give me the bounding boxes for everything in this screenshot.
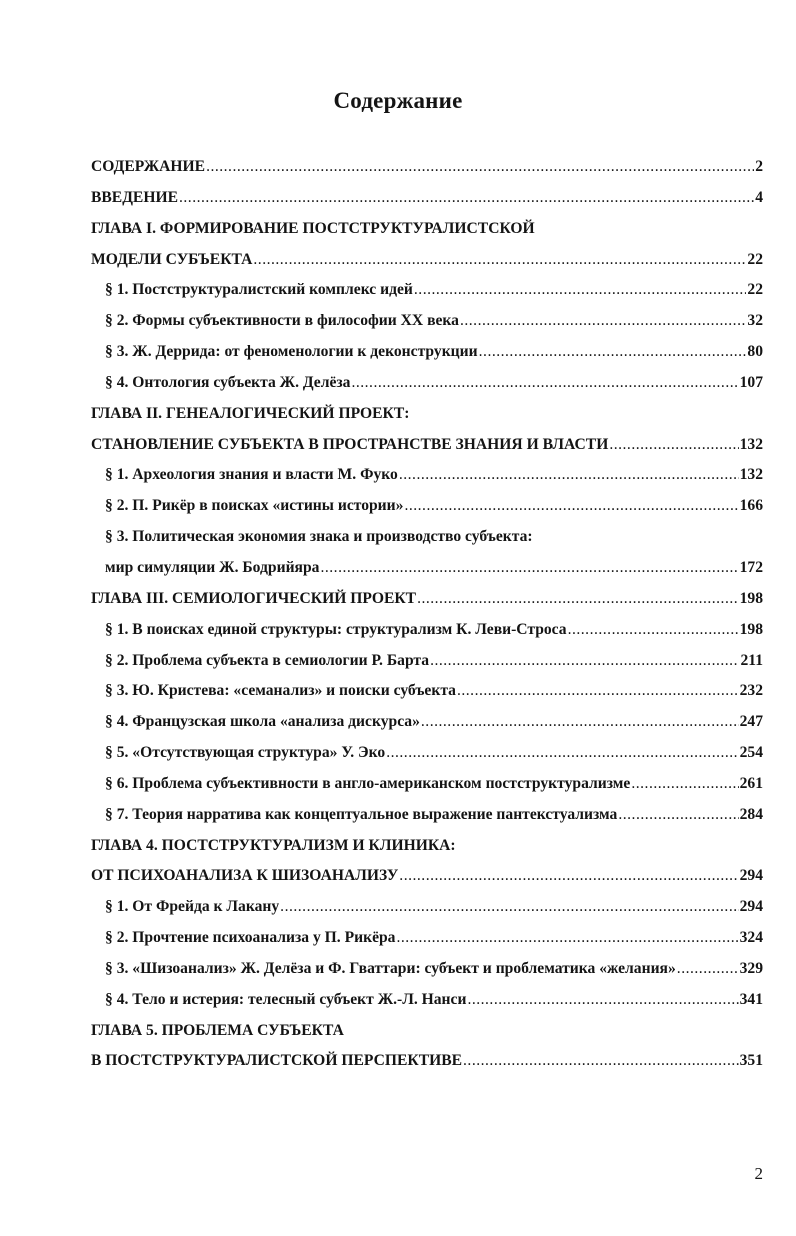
toc-entry-title: § 7. Теория нарратива как концептуальное выражение пантекстуализма <box>105 805 618 823</box>
toc-entry-page: 232 <box>739 682 763 700</box>
toc-entry <box>91 806 763 837</box>
toc-entry-page: 132 <box>739 466 763 484</box>
toc-dot-leader <box>479 343 747 361</box>
toc-entry <box>91 374 763 405</box>
toc-entry <box>91 590 763 621</box>
toc-entry-page: 261 <box>739 774 763 792</box>
toc-dot-leader <box>253 251 746 269</box>
toc-entry-title: § 1. В поисках единой структуры: структурализм К. Леви-Строса <box>105 620 567 638</box>
toc-dot-leader <box>414 281 747 299</box>
toc-entry-title: § 1. Археология знания и власти М. Фуко <box>105 466 398 484</box>
toc-entry <box>91 343 763 374</box>
toc-dot-leader <box>320 559 738 577</box>
toc-entry <box>91 867 763 898</box>
toc-dot-leader <box>467 991 738 1009</box>
toc-entry-title: § 2. Формы субъективности в философии XX века <box>105 312 459 330</box>
toc-entry <box>91 744 763 775</box>
toc-entry-page: 198 <box>739 589 763 607</box>
toc-entry-page: 172 <box>739 558 763 576</box>
toc-entry-title: § 1. От Фрейда к Лакану <box>105 898 280 916</box>
toc-entry-title: § 3. Политическая экономия знака и производство субъекта: <box>105 528 533 546</box>
toc-entry <box>91 713 763 744</box>
toc-dot-leader <box>457 682 739 700</box>
toc-entry <box>91 189 763 220</box>
toc-dot-leader <box>631 775 738 793</box>
toc-entry-title: § 2. Прочтение психоанализа у П. Рикёра <box>105 929 396 947</box>
toc-entry-page: 166 <box>739 497 763 515</box>
toc-dot-leader <box>568 621 739 639</box>
toc-entry-title: § 5. «Отсутствующая структура» У. Эко <box>105 744 386 762</box>
toc-entry-page: 132 <box>739 435 763 453</box>
toc-dot-leader <box>280 898 738 916</box>
toc-entry-page: 254 <box>739 744 763 762</box>
toc-entry <box>91 1052 763 1083</box>
toc-entry-page: 198 <box>739 620 763 638</box>
toc-entry <box>91 1022 763 1053</box>
toc-entry-page: 351 <box>739 1052 763 1070</box>
toc-dot-leader <box>430 652 739 670</box>
toc-entry-page: 324 <box>739 929 763 947</box>
toc-entry <box>91 652 763 683</box>
toc-entry-title: МОДЕЛИ СУБЪЕКТА <box>91 250 253 268</box>
toc-dot-leader <box>404 497 738 515</box>
toc-dot-leader <box>618 806 738 824</box>
table-of-contents <box>91 158 763 1083</box>
toc-entry-title: ГЛАВА III. СЕМИОЛОГИЧЕСКИЙ ПРОЕКТ <box>91 589 417 607</box>
toc-entry-page: 107 <box>739 373 763 391</box>
toc-dot-leader <box>677 960 739 978</box>
toc-dot-leader <box>460 312 746 330</box>
toc-entry-page: 22 <box>747 250 763 268</box>
toc-entry-title: § 4. Тело и истерия: телесный субъект Ж.-Л. Нанси <box>105 990 467 1008</box>
toc-entry-title: § 3. «Шизоанализ» Ж. Делёза и Ф. Гваттари: субъект и проблематика «желания» <box>105 959 676 977</box>
toc-entry-title: ВВЕДЕНИЕ <box>91 188 178 206</box>
toc-dot-leader <box>609 436 738 454</box>
page-title: Содержание <box>333 88 463 113</box>
toc-dot-leader <box>206 158 754 176</box>
toc-entry-page: 32 <box>747 312 763 330</box>
toc-dot-leader <box>399 466 739 484</box>
toc-entry-title: ГЛАВА II. ГЕНЕАЛОГИЧЕСКИЙ ПРОЕКТ: <box>91 404 410 422</box>
toc-entry <box>91 991 763 1022</box>
toc-entry-title: § 6. Проблема субъективности в англо-американском постструктурализме <box>105 774 631 792</box>
toc-entry-page: 80 <box>747 343 763 361</box>
toc-entry <box>91 960 763 991</box>
toc-entry <box>91 837 763 868</box>
toc-entry-title: СТАНОВЛЕНИЕ СУБЪЕКТА В ПРОСТРАНСТВЕ ЗНАНИЯ И ВЛАСТИ <box>91 435 609 453</box>
toc-entry-page: 341 <box>739 990 763 1008</box>
toc-entry-page: 294 <box>739 898 763 916</box>
toc-entry <box>91 898 763 929</box>
toc-entry-title: ГЛАВА 5. ПРОБЛЕМА СУБЪЕКТА <box>91 1021 344 1039</box>
toc-entry-title: В ПОСТСТРУКТУРАЛИСТСКОЙ ПЕРСПЕКТИВЕ <box>91 1052 463 1070</box>
page-number: 2 <box>754 1164 763 1183</box>
toc-entry <box>91 405 763 436</box>
toc-entry <box>91 220 763 251</box>
toc-entry-title: мир симуляции Ж. Бодрийяра <box>105 558 320 576</box>
toc-entry <box>91 466 763 497</box>
toc-entry-title: ГЛАВА 4. ПОСТСТРУКТУРАЛИЗМ И КЛИНИКА: <box>91 836 456 854</box>
toc-entry-page: 284 <box>739 805 763 823</box>
toc-entry <box>91 281 763 312</box>
toc-entry-page: 22 <box>747 281 763 299</box>
toc-dot-leader <box>399 867 738 885</box>
toc-entry-page: 329 <box>739 959 763 977</box>
toc-dot-leader <box>463 1052 739 1070</box>
toc-entry <box>91 775 763 806</box>
toc-dot-leader <box>396 929 738 947</box>
toc-entry <box>91 158 763 189</box>
toc-dot-leader <box>417 590 739 608</box>
toc-entry-title: СОДЕРЖАНИЕ <box>91 158 206 175</box>
toc-entry-title: § 1. Постструктуралистский комплекс идей <box>105 281 413 299</box>
toc-dot-leader <box>421 713 739 731</box>
toc-entry-title: § 3. Ж. Деррида: от феноменологии к деконструкции <box>105 343 478 361</box>
toc-entry <box>91 528 763 559</box>
toc-entry <box>91 929 763 960</box>
toc-entry-title: § 2. Проблема субъекта в семиологии Р. Барта <box>105 651 430 669</box>
toc-entry-title: § 3. Ю. Кристева: «семанализ» и поиски субъекта <box>105 682 456 700</box>
toc-entry <box>91 312 763 343</box>
toc-entry-title: ГЛАВА I. ФОРМИРОВАНИЕ ПОСТСТРУКТУРАЛИСТСКОЙ <box>91 219 535 237</box>
toc-entry-page: 211 <box>740 651 763 669</box>
toc-entry-page: 2 <box>755 158 763 175</box>
toc-entry-title: § 4. Французская школа «анализа дискурса» <box>105 713 420 731</box>
toc-entry-page: 247 <box>739 713 763 731</box>
toc-entry <box>91 497 763 528</box>
toc-entry-title: § 4. Онтология субъекта Ж. Делёза <box>105 373 351 391</box>
toc-entry <box>91 559 763 590</box>
toc-dot-leader <box>179 189 754 207</box>
toc-entry-title: ОТ ПСИХОАНАЛИЗА К ШИЗОАНАЛИЗУ <box>91 867 399 885</box>
toc-entry <box>91 251 763 282</box>
toc-dot-leader <box>386 744 738 762</box>
toc-entry <box>91 682 763 713</box>
toc-entry-page: 4 <box>755 188 763 206</box>
toc-entry-title: § 2. П. Рикёр в поисках «истины истории» <box>105 497 404 515</box>
toc-entry-page: 294 <box>739 867 763 885</box>
toc-entry <box>91 436 763 467</box>
toc-dot-leader <box>351 374 738 392</box>
toc-entry <box>91 621 763 652</box>
